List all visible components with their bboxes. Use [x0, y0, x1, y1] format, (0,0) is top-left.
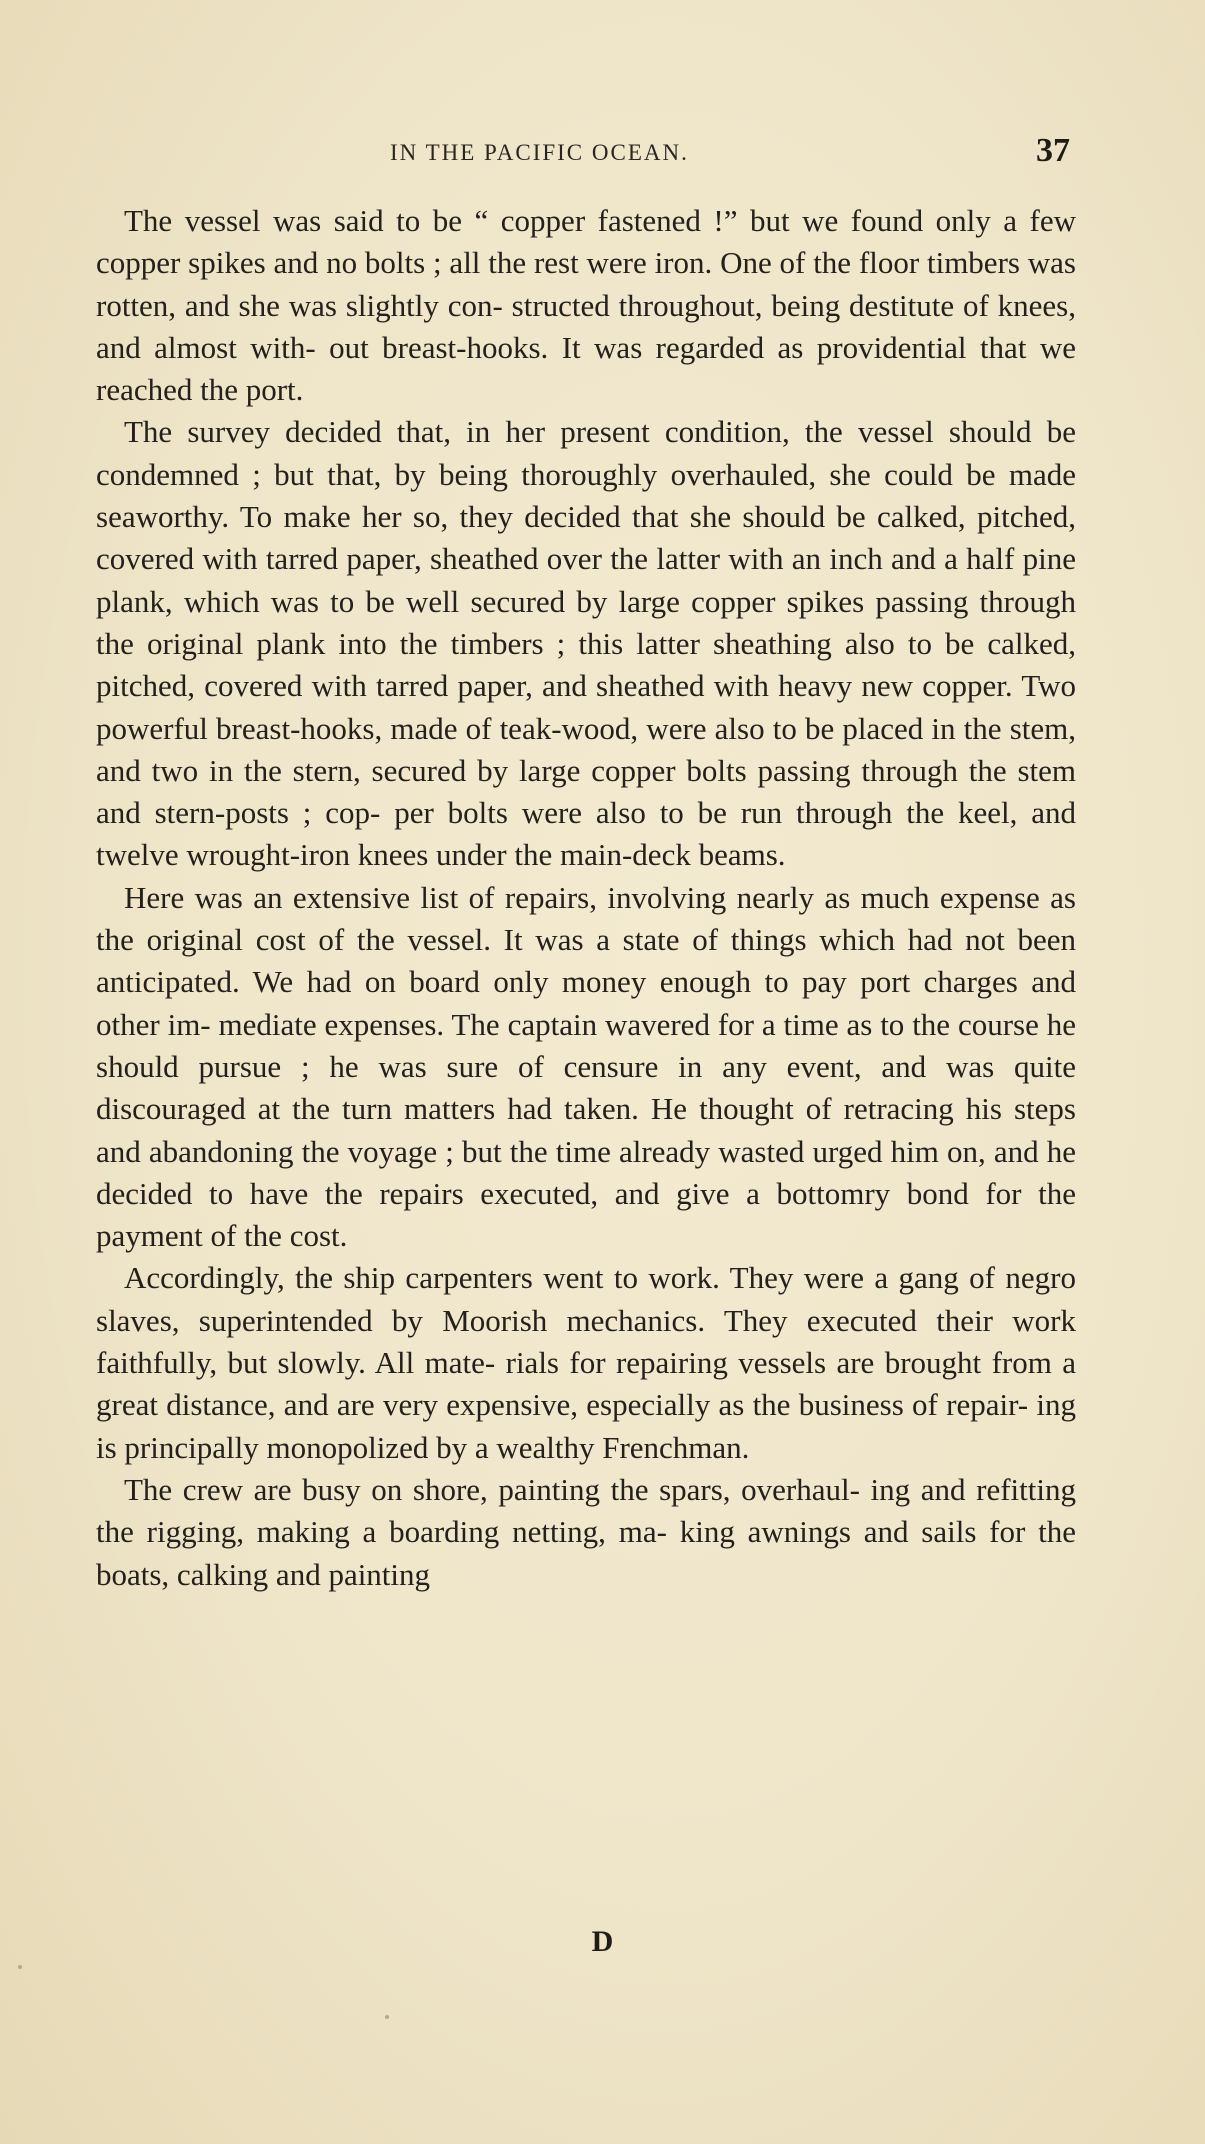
body-text	[96, 200, 1076, 1596]
paragraph: The survey decided that, in her present condition, the vessel should be condemned ; but that, by being thoroughly overhauled, she could be made seaworthy. To make her so, they decided that she should be calked, pitched, covered with tarred paper, sheathed over the latter with an inch and a half pine plank, which was to be well secured by large copper spikes passing through the original plank into the timbers ; this latter sheathing also to be calked, pitched, covered with tarred paper, and sheathed with heavy new copper. Two powerful breast-hooks, made of teak-wood, were also to be placed in the stem, and two in the stern, secured by large copper bolts passing through the stem and stern-posts ; cop- per bolts were also to be run through the keel, and twelve wrought-iron knees under the main-deck beams.	[96, 414, 1076, 873]
paragraph: The vessel was said to be “ copper fastened !” but we found only a few copper spikes and no bolts ; all the rest were iron. One of the floor timbers was rotten, and she was slightly con- structed throughout, being destitute of knees, and almost with- out breast-hooks. It was regarded as providential that we reached the port.	[96, 203, 1076, 408]
paragraph: Accordingly, the ship carpenters went to work. They were a gang of negro slaves, superintended by Moorish mechanics. They executed their work faithfully, but slowly. All mate- rials for repairing vessels are brought from a great distance, and are very expensive, especially as the business of repair- ing is principally monopolized by a wealthy Frenchman.	[96, 1260, 1076, 1465]
page-number: 37	[1036, 132, 1070, 169]
paragraph: The crew are busy on shore, painting the spars, overhaul- ing and refitting the rigging, making a boarding netting, ma- king awnings and sails for the boats, calking and painting	[96, 1471, 1076, 1592]
paper-speck	[385, 2015, 389, 2019]
running-head: IN THE PACIFIC OCEAN.	[390, 140, 689, 165]
signature-mark: D	[591, 1925, 614, 1958]
paper-speck	[18, 1965, 22, 1969]
page-header	[100, 132, 1100, 182]
paragraph: Here was an extensive list of repairs, involving nearly as much expense as the original cost of the vessel. It was a state of things which had not been anticipated. We had on board only money enough to pay port charges and other im- mediate expenses. The captain wavered for a time as to the course he should pursue ; he was sure of censure in any event, and was quite discouraged at the turn matters had taken. He thought of retracing his steps and abandoning the voyage ; but the time already wasted urged him on, and he decided to have the repairs executed, and give a bottomry bond for the payment of the cost.	[96, 879, 1076, 1254]
